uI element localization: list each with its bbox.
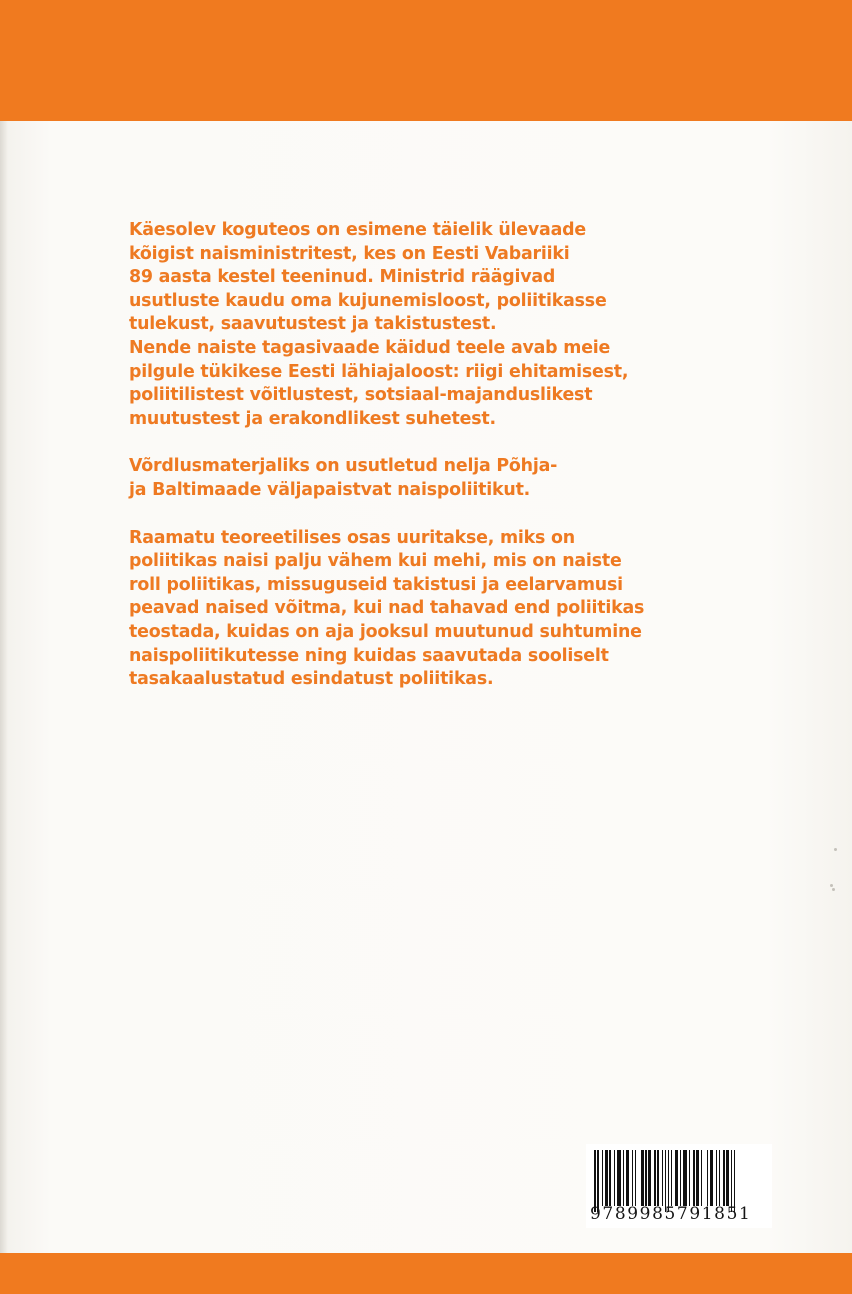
blurb-line: Raamatu teoreetilises osas uuritakse, miks on — [129, 527, 575, 548]
back-cover-blurb — [129, 219, 689, 716]
blurb-line: tasakaalustatud esindatust poliitikas. — [129, 669, 494, 690]
blurb-line: kõigist naisministritest, kes on Eesti Vabariiki — [129, 243, 570, 264]
blurb-line: Võrdlusmaterjaliks on usutletud nelja Põhja- — [129, 456, 558, 477]
isbn-number: 9789985791851 — [590, 1204, 752, 1224]
blurb-line: 89 aasta kestel teeninud. Ministrid räägivad — [129, 267, 556, 288]
blurb-line: muutustest ja erakondlikest suhetest. — [129, 408, 496, 429]
blurb-paragraph-1 — [129, 219, 689, 431]
bottom-orange-band — [0, 1253, 852, 1294]
blurb-line: naispoliitikutesse ning kuidas saavutada sooliselt — [129, 645, 609, 666]
blurb-line: peavad naised võitma, kui nad tahavad end poliitikas — [129, 598, 645, 619]
barcode-bars — [594, 1150, 766, 1210]
blurb-line: teostada, kuidas on aja jooksul muutunud suhtumine — [129, 621, 642, 642]
isbn-barcode — [586, 1144, 772, 1228]
blurb-line: roll poliitikas, missuguseid takistusi ja eelarvamusi — [129, 574, 623, 595]
blurb-line: poliitikas naisi palju vähem kui mehi, mis on naiste — [129, 551, 622, 572]
blurb-line: tulekust, saavutustest ja takistustest. — [129, 314, 497, 335]
blurb-line: Nende naiste tagasivaade käidud teele avab meie — [129, 337, 611, 358]
blurb-paragraph-2 — [129, 455, 689, 502]
barcode-bar — [734, 1150, 736, 1212]
blurb-paragraph-3 — [129, 527, 689, 692]
blurb-line: usutluste kaudu oma kujunemisloost, poliitikasse — [129, 290, 607, 311]
cover-edge-shadow — [0, 121, 8, 1253]
blurb-line: poliitilistest võitlustest, sotsiaal-majanduslikest — [129, 385, 593, 406]
blurb-line: pilgule tükikese Eesti lähiajaloost: riigi ehitamisest, — [129, 361, 629, 382]
blurb-line: ja Baltimaade väljapaistvat naispoliitikut. — [129, 479, 531, 500]
paper-speck — [830, 884, 833, 887]
top-orange-band — [0, 0, 852, 121]
blurb-line: Käesolev koguteos on esimene täielik ülevaade — [129, 220, 586, 240]
paper-speck — [832, 888, 835, 891]
paper-speck — [834, 848, 837, 851]
